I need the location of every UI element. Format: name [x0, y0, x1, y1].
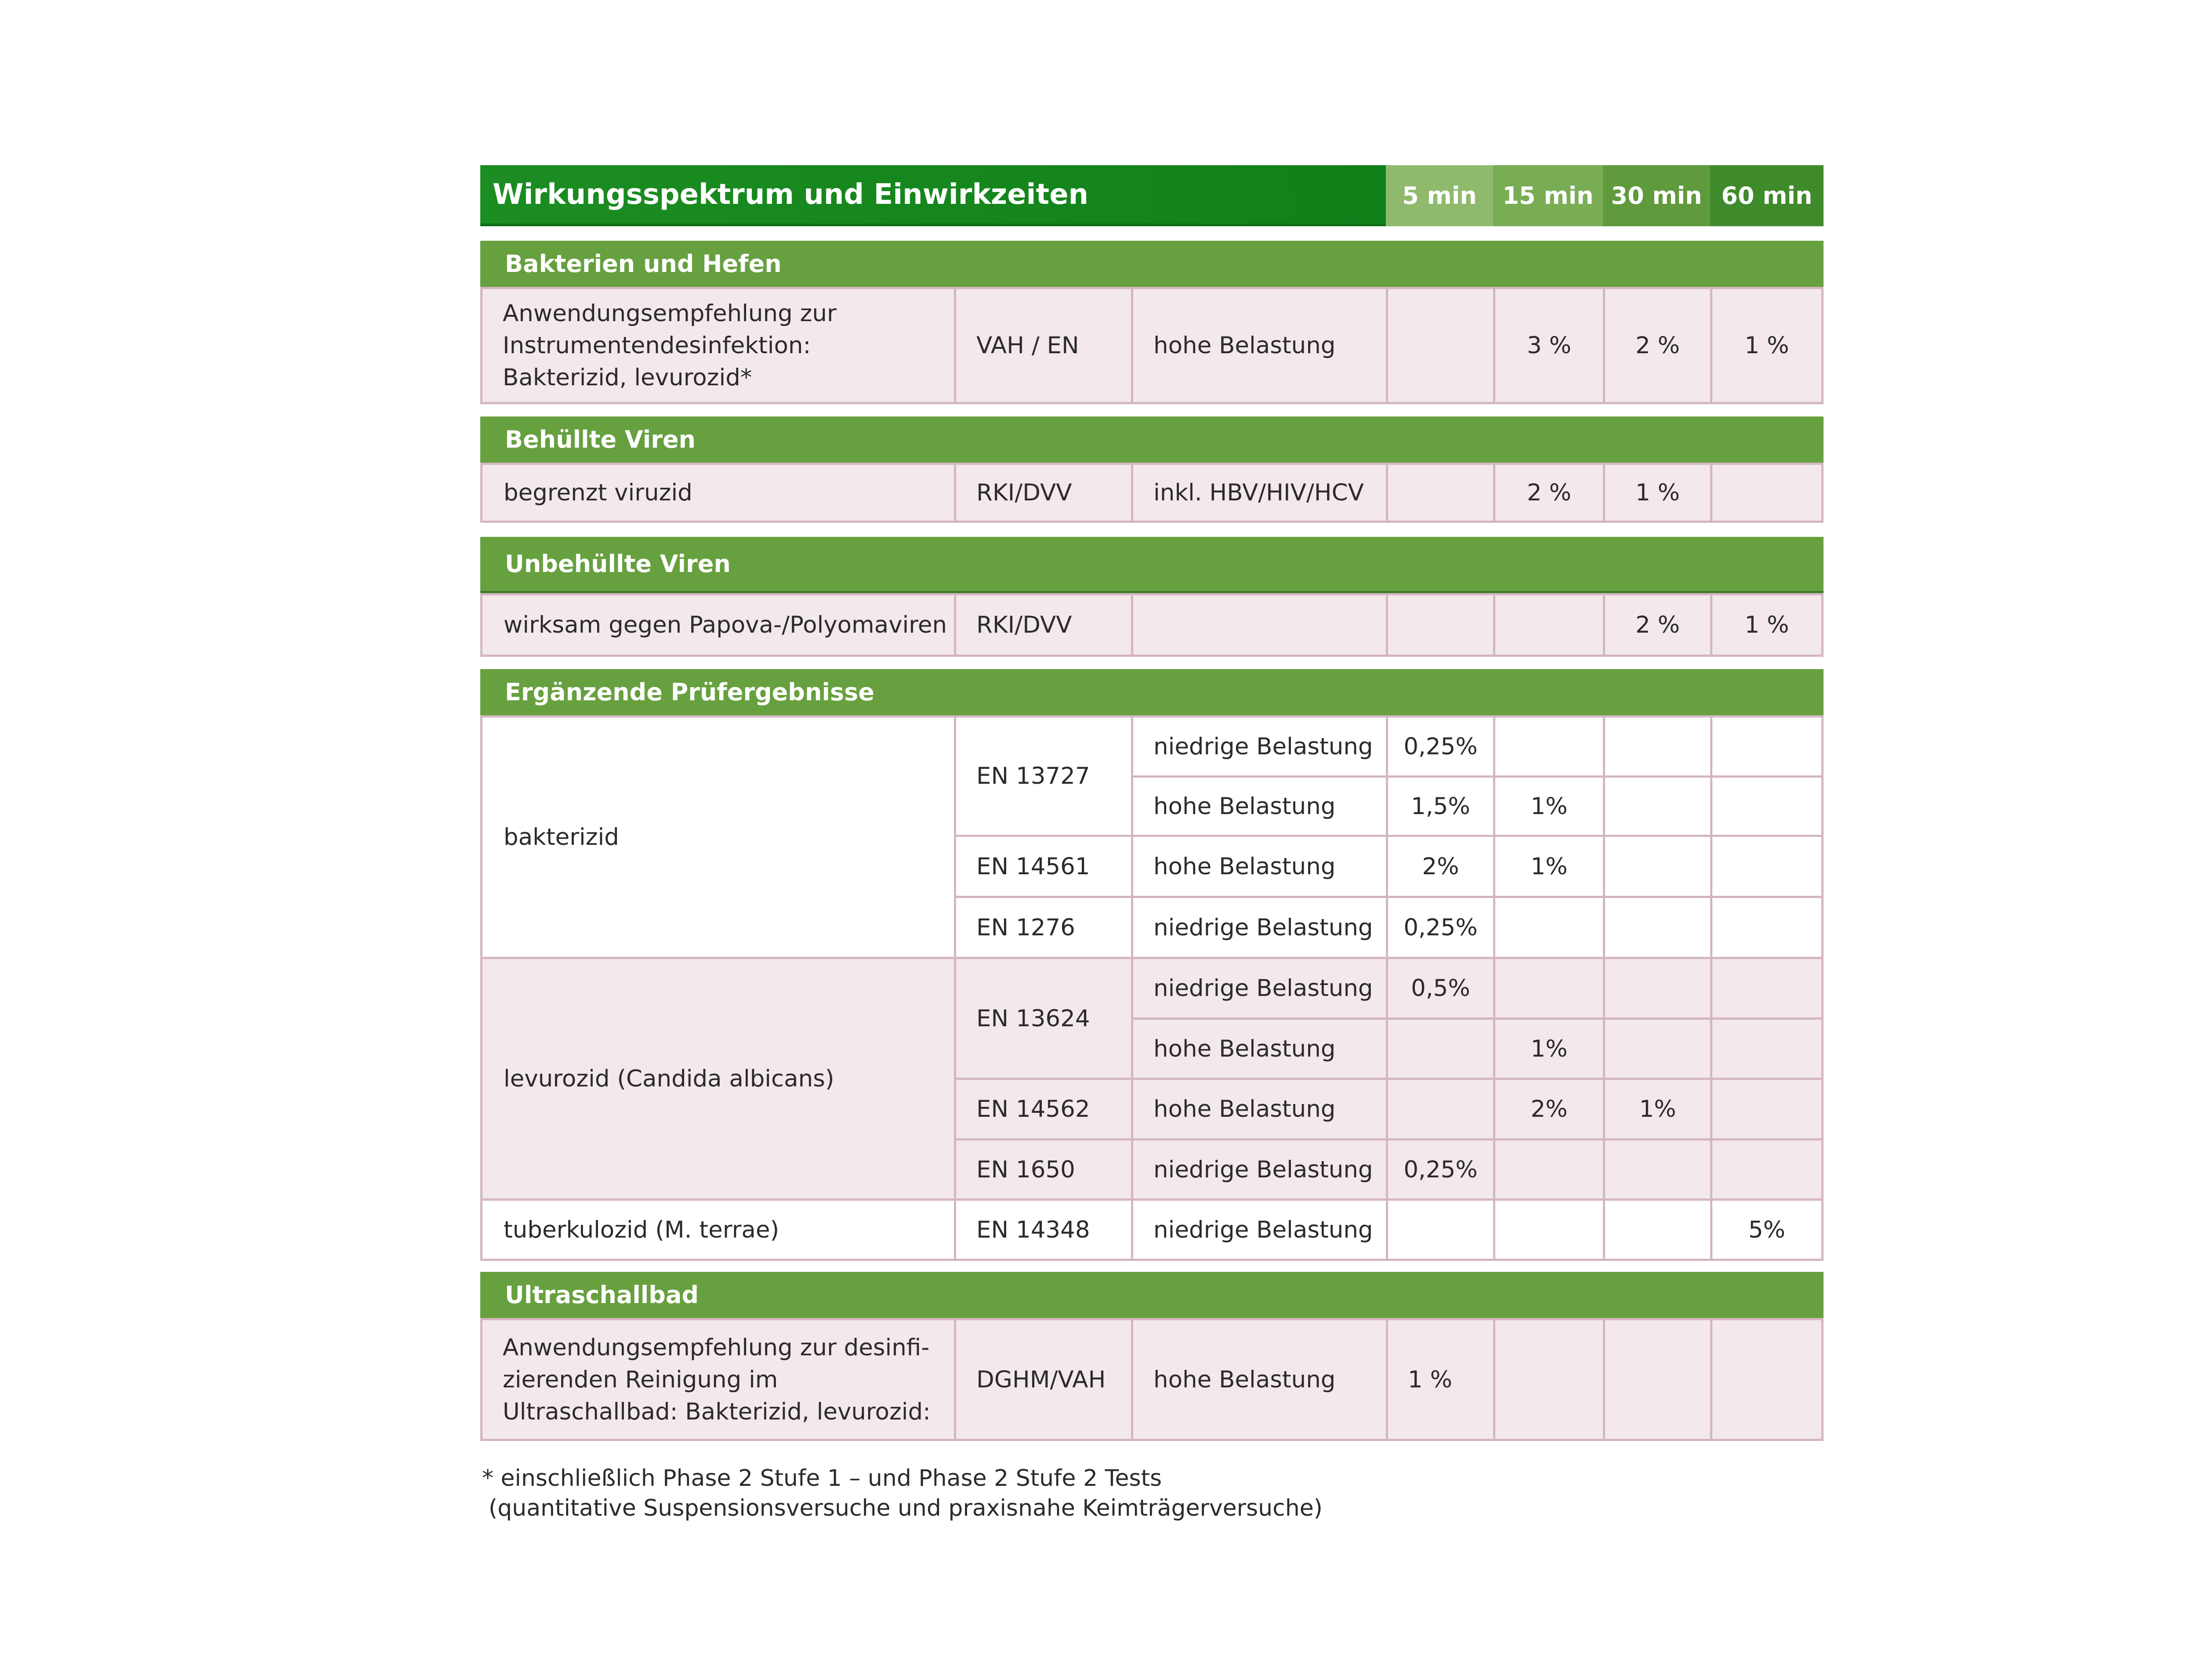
load-cell: hohe Belastung: [1131, 775, 1388, 837]
value-15min: [1493, 896, 1605, 959]
norm-cell: EN 1650: [954, 1138, 1133, 1201]
load-cell: niedrige Belastung: [1131, 1138, 1388, 1201]
value-5min: 1 %: [1386, 1318, 1495, 1441]
value-5min: [1386, 287, 1495, 404]
value-60min: [1710, 1017, 1824, 1080]
load-cell: niedrige Belastung: [1131, 957, 1388, 1020]
value-5min: 1,5%: [1386, 775, 1495, 837]
value-15min: [1493, 715, 1605, 778]
value-15min: [1493, 1198, 1605, 1261]
value-60min: [1710, 896, 1824, 959]
norm-cell: DGHM/VAH: [954, 1318, 1133, 1441]
value-60min: [1710, 715, 1824, 778]
value-30min: [1603, 835, 1712, 898]
value-60min: [1710, 463, 1824, 523]
norm-cell: EN 14562: [954, 1078, 1133, 1141]
value-15min: [1493, 1138, 1605, 1201]
value-30min: 1 %: [1603, 463, 1712, 523]
section-header-behuellte-viren: Behüllte Viren: [480, 416, 1824, 465]
value-15min: [1493, 957, 1605, 1020]
load-cell: hohe Belastung: [1131, 835, 1388, 898]
group-label-levurozid: levurozid (Candida albicans): [480, 957, 956, 1201]
value-5min: [1386, 593, 1495, 657]
value-30min: [1603, 1318, 1712, 1441]
time-5min-header: 5 min: [1386, 165, 1493, 226]
value-15min: 1%: [1493, 835, 1605, 898]
time-60min-header: 60 min: [1710, 165, 1824, 226]
section-header-ultraschallbad: Ultraschallbad: [480, 1272, 1824, 1320]
footnote-line-2: (quantitative Suspensionsversuche und praxisnahe Keimträgerversuche): [489, 1495, 1323, 1521]
row-desc: wirksam gegen Papova-/Polyomaviren: [480, 593, 956, 657]
load-cell: niedrige Belastung: [1131, 896, 1388, 959]
table-header: [480, 165, 1824, 226]
load-cell: [1131, 593, 1388, 657]
norm-cell: EN 1276: [954, 896, 1133, 959]
value-15min: 1%: [1493, 775, 1605, 837]
load-cell: hohe Belastung: [1131, 1017, 1388, 1080]
value-30min: [1603, 1017, 1712, 1080]
group-label-tuberkulozid: tuberkulozid (M. terrae): [480, 1198, 956, 1261]
value-15min: [1493, 1318, 1605, 1441]
norm-cell: EN 14348: [954, 1198, 1133, 1261]
value-60min: [1710, 957, 1824, 1020]
value-5min: 2%: [1386, 835, 1495, 898]
value-30min: 1%: [1603, 1078, 1712, 1141]
value-5min: [1386, 1017, 1495, 1080]
value-60min: 5%: [1710, 1198, 1824, 1261]
value-5min: [1386, 463, 1495, 523]
value-5min: 0,25%: [1386, 896, 1495, 959]
value-30min: [1603, 775, 1712, 837]
value-60min: 1 %: [1710, 287, 1824, 404]
load-cell: inkl. HBV/HIV/HCV: [1131, 463, 1388, 523]
value-30min: 2 %: [1603, 593, 1712, 657]
row-desc: Anwendungsempfehlung zur Instrumentendesinfektion: Bakterizid, levurozid*: [480, 287, 956, 404]
value-60min: [1710, 1078, 1824, 1141]
value-5min: [1386, 1078, 1495, 1141]
value-5min: [1386, 1198, 1495, 1261]
row-desc: Anwendungsempfehlung zur desinfi- zierenden Reinigung im Ultraschallbad: Bakterizid, levurozid:: [480, 1318, 956, 1441]
value-15min: [1493, 593, 1605, 657]
value-5min: 0,5%: [1386, 957, 1495, 1020]
value-15min: 2%: [1493, 1078, 1605, 1141]
load-cell: hohe Belastung: [1131, 1318, 1388, 1441]
value-30min: [1603, 715, 1712, 778]
time-15min-header: 15 min: [1493, 165, 1603, 226]
value-30min: [1603, 957, 1712, 1020]
load-cell: hohe Belastung: [1131, 287, 1388, 404]
norm-cell: EN 14561: [954, 835, 1133, 898]
section-header-bakterien: Bakterien und Hefen: [480, 241, 1824, 289]
value-60min: [1710, 835, 1824, 898]
time-30min-header: 30 min: [1603, 165, 1710, 226]
value-15min: 2 %: [1493, 463, 1605, 523]
norm-cell: RKI/DVV: [954, 593, 1133, 657]
norm-cell: VAH / EN: [954, 287, 1133, 404]
load-cell: niedrige Belastung: [1131, 715, 1388, 778]
value-5min: 0,25%: [1386, 1138, 1495, 1201]
table-title: Wirkungsspektrum und Einwirkzeiten: [480, 165, 1386, 226]
footnote-line-1: * einschließlich Phase 2 Stufe 1 – und Phase 2 Stufe 2 Tests: [482, 1465, 1162, 1492]
row-desc: begrenzt viruzid: [480, 463, 956, 523]
value-60min: 1 %: [1710, 593, 1824, 657]
value-60min: [1710, 775, 1824, 837]
norm-cell: RKI/DVV: [954, 463, 1133, 523]
value-15min: 3 %: [1493, 287, 1605, 404]
value-5min: 0,25%: [1386, 715, 1495, 778]
value-30min: [1603, 1138, 1712, 1201]
group-label-bakterizid: bakterizid: [480, 715, 956, 959]
section-header-unbehuellte-viren: Unbehüllte Viren: [480, 537, 1824, 593]
value-15min: 1%: [1493, 1017, 1605, 1080]
value-60min: [1710, 1138, 1824, 1201]
norm-cell: EN 13624: [954, 957, 1133, 1080]
value-30min: 2 %: [1603, 287, 1712, 404]
load-cell: niedrige Belastung: [1131, 1198, 1388, 1261]
value-30min: [1603, 896, 1712, 959]
norm-cell: EN 13727: [954, 715, 1133, 837]
load-cell: hohe Belastung: [1131, 1078, 1388, 1141]
value-30min: [1603, 1198, 1712, 1261]
value-60min: [1710, 1318, 1824, 1441]
section-header-ergaenzende: Ergänzende Prüfergebnisse: [480, 669, 1824, 717]
